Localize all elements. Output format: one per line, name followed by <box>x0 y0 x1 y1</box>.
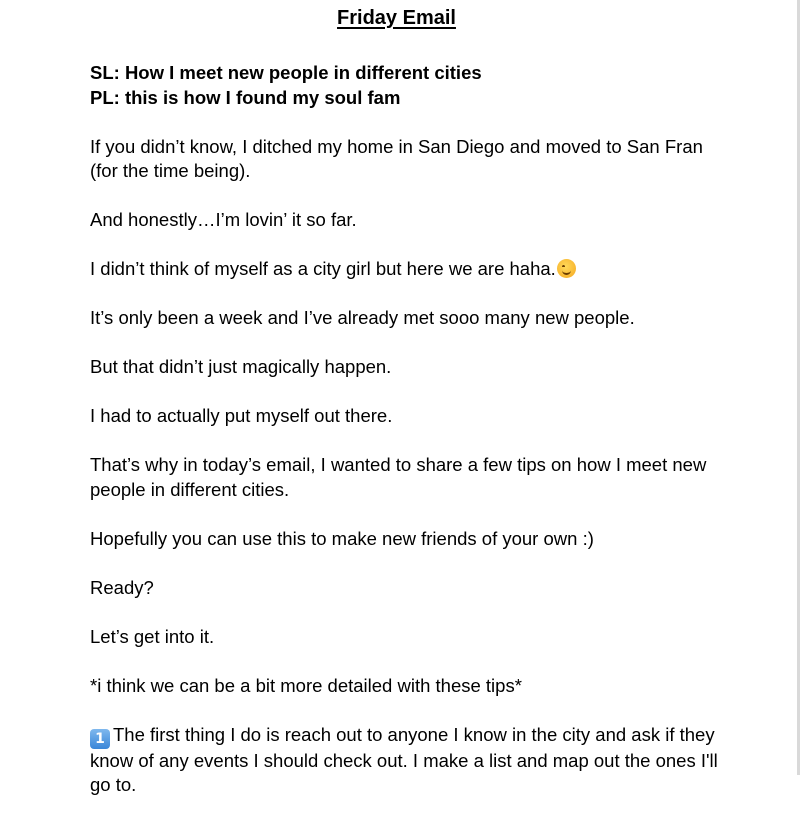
tip-1-text: The first thing I do is reach out to anyone I know in the city and ask if they know of any events I should check out. I make a list and map out the ones I'll go to. <box>90 723 718 795</box>
paragraph-9: Ready? <box>90 576 154 598</box>
paragraph-6: I had to actually put myself out there. <box>90 405 393 426</box>
paragraph-3-text: I didn’t think of myself as a city girl but here we are haha. <box>90 258 556 279</box>
document-title: Friday Email <box>337 7 456 29</box>
paragraph-11: *i think we can be a bit more detailed with these tips* <box>90 674 522 696</box>
document-body <box>90 61 730 822</box>
paragraph-7: That’s why in today’s email, I wanted to share a few tips on how I meet new people in different cities. <box>90 454 707 500</box>
paragraph-8: Hopefully you can use this to make new friends of your own :) <box>90 527 594 549</box>
keycap-one-icon: 1 <box>90 729 110 749</box>
paragraph-10: Let’s get into it. <box>90 625 215 647</box>
paragraph-5: But that didn’t just magically happen. <box>90 356 392 377</box>
subject-line: SL: How I meet new people in different cities <box>90 62 482 83</box>
paragraph-2: And honestly…I’m lovin’ it so far. <box>90 209 357 230</box>
paragraph-1: If you didn’t know, I ditched my home in San Diego and moved to San Fran (for the time being). <box>90 135 703 181</box>
hugging-face-emoji-icon <box>557 259 576 278</box>
paragraph-3 <box>90 257 730 282</box>
paragraph-4: It’s only been a week and I’ve already met sooo many new people. <box>90 307 635 328</box>
preview-line: PL: this is how I found my soul fam <box>90 86 401 108</box>
tip-1 <box>90 723 730 798</box>
